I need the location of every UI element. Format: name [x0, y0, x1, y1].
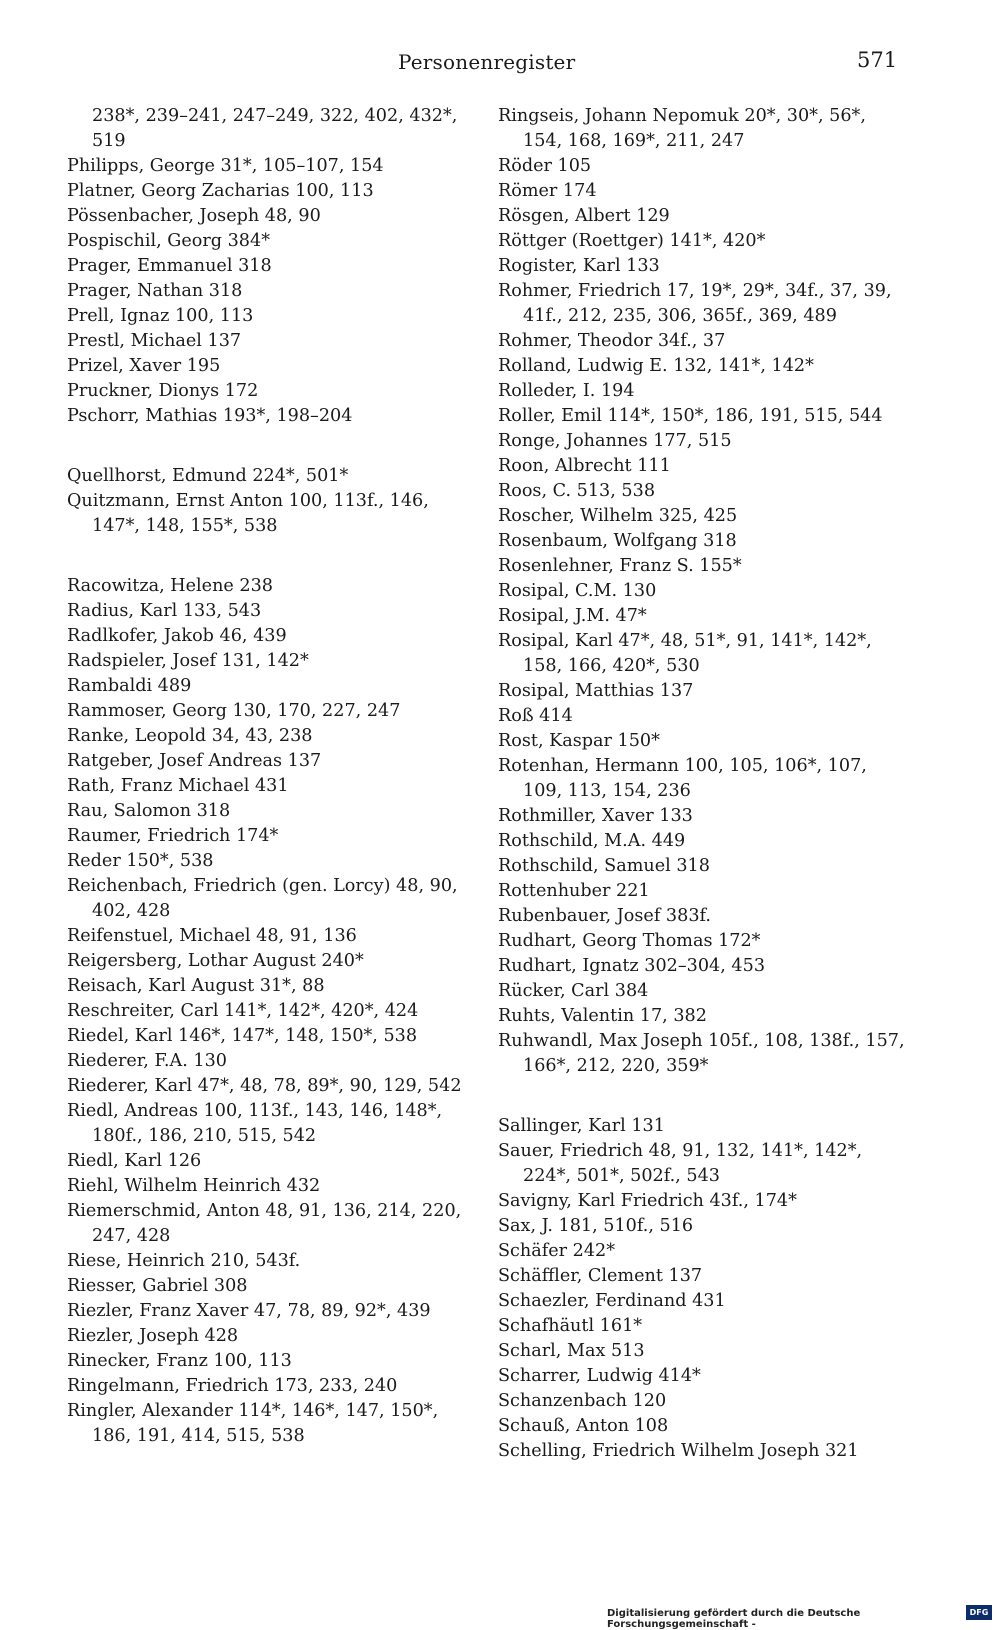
index-entry: Reisach, Karl August 31*, 88: [67, 976, 325, 996]
index-entry: Rothmiller, Xaver 133: [498, 806, 693, 826]
index-entry: Schäfer 242*: [498, 1241, 616, 1261]
index-entry: Ronge, Johannes 177, 515: [498, 431, 732, 451]
index-entry: Ruhts, Valentin 17, 382: [498, 1006, 707, 1026]
index-entry: Rösgen, Albert 129: [498, 206, 670, 226]
index-entry: Rosenlehner, Franz S. 155*: [498, 556, 742, 576]
index-entry: Rothschild, Samuel 318: [498, 856, 710, 876]
running-head: Personenregister: [398, 50, 576, 74]
index-entry: Rost, Kaspar 150*: [498, 731, 660, 751]
index-entry: 238*, 239–241, 247–249, 322, 402, 432*, 519: [92, 106, 458, 151]
index-entry: Pruckner, Dionys 172: [67, 381, 259, 401]
digitization-credit: Digitalisierung gefördert durch die Deutsche Forschungsgemeinschaft -: [607, 1608, 861, 1630]
index-entry: Riezler, Franz Xaver 47, 78, 89, 92*, 439: [67, 1301, 431, 1321]
index-entry: Reigersberg, Lothar August 240*: [67, 951, 364, 971]
index-entry: Riemerschmid, Anton 48, 91, 136, 214, 220, 247, 428: [67, 1201, 462, 1246]
index-entry: Ringseis, Johann Nepomuk 20*, 30*, 56*, 154, 168, 169*, 211, 247: [498, 106, 866, 151]
index-entry: Pospischil, Georg 384*: [67, 231, 270, 251]
dfg-logo-icon: DFG: [966, 1605, 992, 1620]
index-entry: Prell, Ignaz 100, 113: [67, 306, 254, 326]
index-entry: Rücker, Carl 384: [498, 981, 649, 1001]
index-entry: Roller, Emil 114*, 150*, 186, 191, 515, 544: [498, 406, 883, 426]
index-entry: Rosenbaum, Wolfgang 318: [498, 531, 737, 551]
index-entry: Schanzenbach 120: [498, 1391, 667, 1411]
index-entry: Schauß, Anton 108: [498, 1416, 669, 1436]
index-entry: Riezler, Joseph 428: [67, 1326, 239, 1346]
index-entry: Rotenhan, Hermann 100, 105, 106*, 107, 109, 113, 154, 236: [498, 756, 867, 801]
index-entry: Radlkofer, Jakob 46, 439: [67, 626, 287, 646]
index-entry: Reder 150*, 538: [67, 851, 214, 871]
page-number: 571: [857, 48, 898, 72]
index-column-right: [498, 104, 908, 1464]
index-entry: Radius, Karl 133, 543: [67, 601, 262, 621]
index-entry: Scharrer, Ludwig 414*: [498, 1366, 701, 1386]
index-entry: Pössenbacher, Joseph 48, 90: [67, 206, 321, 226]
index-entry: Schaezler, Ferdinand 431: [498, 1291, 726, 1311]
index-entry: Philipps, George 31*, 105–107, 154: [67, 156, 384, 176]
index-entry: Riedel, Karl 146*, 147*, 148, 150*, 538: [67, 1026, 418, 1046]
index-entry: Riese, Heinrich 210, 543f.: [67, 1251, 301, 1271]
index-entry: Savigny, Karl Friedrich 43f., 174*: [498, 1191, 797, 1211]
index-entry: Röttger (Roettger) 141*, 420*: [498, 231, 766, 251]
index-entry: Prizel, Xaver 195: [67, 356, 221, 376]
index-entry: Rogister, Karl 133: [498, 256, 660, 276]
index-entry: Reichenbach, Friedrich (gen. Lorcy) 48, 90, 402, 428: [67, 876, 458, 921]
index-entry: Prager, Emmanuel 318: [67, 256, 272, 276]
index-entry: Rohmer, Theodor 34f., 37: [498, 331, 726, 351]
index-entry: Roon, Albrecht 111: [498, 456, 671, 476]
index-entry: Raumer, Friedrich 174*: [67, 826, 279, 846]
index-entry: Rau, Salomon 318: [67, 801, 231, 821]
index-entry: Ranke, Leopold 34, 43, 238: [67, 726, 313, 746]
index-entry: Rosipal, J.M. 47*: [498, 606, 647, 626]
index-entry: Rothschild, M.A. 449: [498, 831, 686, 851]
index-entry: Riedl, Karl 126: [67, 1151, 202, 1171]
index-entry: Ringler, Alexander 114*, 146*, 147, 150*, 186, 191, 414, 515, 538: [67, 1401, 439, 1446]
index-entry: Riederer, Karl 47*, 48, 78, 89*, 90, 129, 542: [67, 1076, 462, 1096]
index-entry: Sax, J. 181, 510f., 516: [498, 1216, 694, 1236]
index-entry: Roß 414: [498, 706, 573, 726]
index-entry: Rosipal, C.M. 130: [498, 581, 657, 601]
index-entry: Rudhart, Ignatz 302–304, 453: [498, 956, 766, 976]
index-entry: Schelling, Friedrich Wilhelm Joseph 321: [498, 1441, 859, 1461]
index-entry: Schäffler, Clement 137: [498, 1266, 703, 1286]
index-entry: Racowitza, Helene 238: [67, 576, 273, 596]
index-entry: Scharl, Max 513: [498, 1341, 645, 1361]
index-entry: Quellhorst, Edmund 224*, 501*: [67, 466, 349, 486]
index-entry: Rohmer, Friedrich 17, 19*, 29*, 34f., 37, 39, 41f., 212, 235, 306, 365f., 369, 489: [498, 281, 892, 326]
index-entry: Riehl, Wilhelm Heinrich 432: [67, 1176, 321, 1196]
index-entry: Reschreiter, Carl 141*, 142*, 420*, 424: [67, 1001, 419, 1021]
index-entry: Quitzmann, Ernst Anton 100, 113f., 146, 147*, 148, 155*, 538: [67, 491, 429, 536]
index-entry: Rubenbauer, Josef 383f.: [498, 906, 711, 926]
index-entry: Prestl, Michael 137: [67, 331, 242, 351]
index-entry: Ringelmann, Friedrich 173, 233, 240: [67, 1376, 398, 1396]
index-entry: Römer 174: [498, 181, 597, 201]
index-entry: Radspieler, Josef 131, 142*: [67, 651, 309, 671]
index-entry: Riesser, Gabriel 308: [67, 1276, 248, 1296]
index-entry: Rolleder, I. 194: [498, 381, 635, 401]
index-entry: Reifenstuel, Michael 48, 91, 136: [67, 926, 357, 946]
index-entry: Röder 105: [498, 156, 592, 176]
index-entry: Riedl, Andreas 100, 113f., 143, 146, 148*, 180f., 186, 210, 515, 542: [67, 1101, 443, 1146]
index-entry: Riederer, F.A. 130: [67, 1051, 227, 1071]
index-entry: Platner, Georg Zacharias 100, 113: [67, 181, 374, 201]
index-entry: Sallinger, Karl 131: [498, 1116, 665, 1136]
index-entry: Ruhwandl, Max Joseph 105f., 108, 138f., 157, 166*, 212, 220, 359*: [498, 1031, 905, 1076]
index-entry: Ratgeber, Josef Andreas 137: [67, 751, 322, 771]
index-entry: Schafhäutl 161*: [498, 1316, 643, 1336]
index-entry: Rammoser, Georg 130, 170, 227, 247: [67, 701, 401, 721]
index-entry: Rambaldi 489: [67, 676, 192, 696]
index-entry: Sauer, Friedrich 48, 91, 132, 141*, 142*, 224*, 501*, 502f., 543: [498, 1141, 863, 1186]
index-entry: Rottenhuber 221: [498, 881, 650, 901]
index-entry: Rinecker, Franz 100, 113: [67, 1351, 292, 1371]
index-entry: Rosipal, Matthias 137: [498, 681, 694, 701]
index-entry: Rudhart, Georg Thomas 172*: [498, 931, 761, 951]
index-entry: Pschorr, Mathias 193*, 198–204: [67, 406, 353, 426]
index-entry: Roscher, Wilhelm 325, 425: [498, 506, 738, 526]
index-entry: Rolland, Ludwig E. 132, 141*, 142*: [498, 356, 814, 376]
index-entry: Roos, C. 513, 538: [498, 481, 656, 501]
index-entry: Prager, Nathan 318: [67, 281, 243, 301]
index-entry: Rath, Franz Michael 431: [67, 776, 289, 796]
index-entry: Rosipal, Karl 47*, 48, 51*, 91, 141*, 142*, 158, 166, 420*, 530: [498, 631, 872, 676]
index-column-left: [67, 104, 477, 1449]
